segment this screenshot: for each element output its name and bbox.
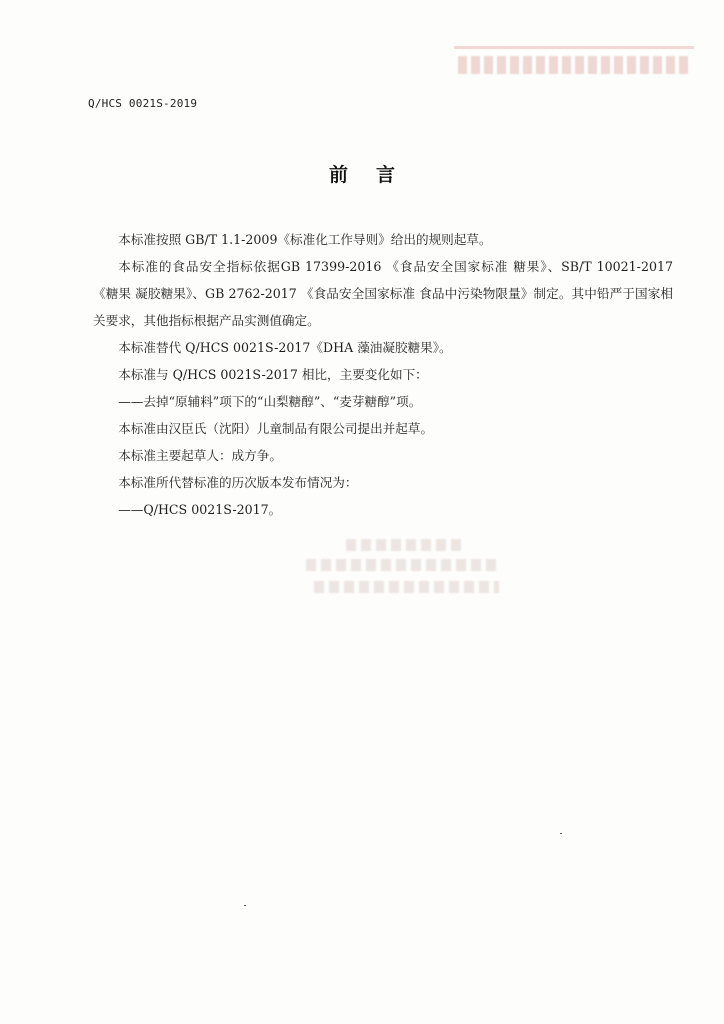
document-code: Q/HCS 0021S-2019: [88, 97, 198, 110]
paragraph: 本标准的食品安全指标依据GB 17399-2016 《食品安全国家标准 糖果》、SB/T 10021-2017 《糖果 凝胶糖果》、GB 2762-2017 《食品安全国家标准 食品中污染物限量》制定。其中铅严于国家相关要求，其他指标根据产品实测值确定。: [93, 259, 673, 328]
page-title: 前言: [328, 164, 423, 186]
paragraph: 本标准所代替标准的历次版本发布情况为：: [118, 475, 358, 490]
paragraph: 本标准按照 GB/T 1.1-2009《标准化工作导则》给出的规则起草。: [118, 232, 492, 247]
paragraph: 本标准由汉臣氏（沈阳）儿童制品有限公司提出并起草。: [118, 421, 434, 436]
paragraph: 本标准主要起草人：成方争。: [118, 448, 282, 463]
paragraph: ——Q/HCS 0021S-2017。: [118, 502, 282, 517]
scan-speck: [244, 905, 246, 906]
faint-stamp-middle: [306, 535, 506, 605]
scan-speck: [560, 833, 562, 834]
paragraph: 本标准与 Q/HCS 0021S-2017 相比，主要变化如下：: [118, 367, 428, 382]
faint-stamp-top: [454, 46, 694, 84]
paragraph: ——去掉“原辅料”项下的“山梨糖醇”、“麦芽糖醇”项。: [118, 394, 422, 409]
paragraph: 本标准替代 Q/HCS 0021S-2017《DHA 藻油凝胶糖果》。: [118, 340, 452, 355]
document-body: [93, 226, 673, 523]
